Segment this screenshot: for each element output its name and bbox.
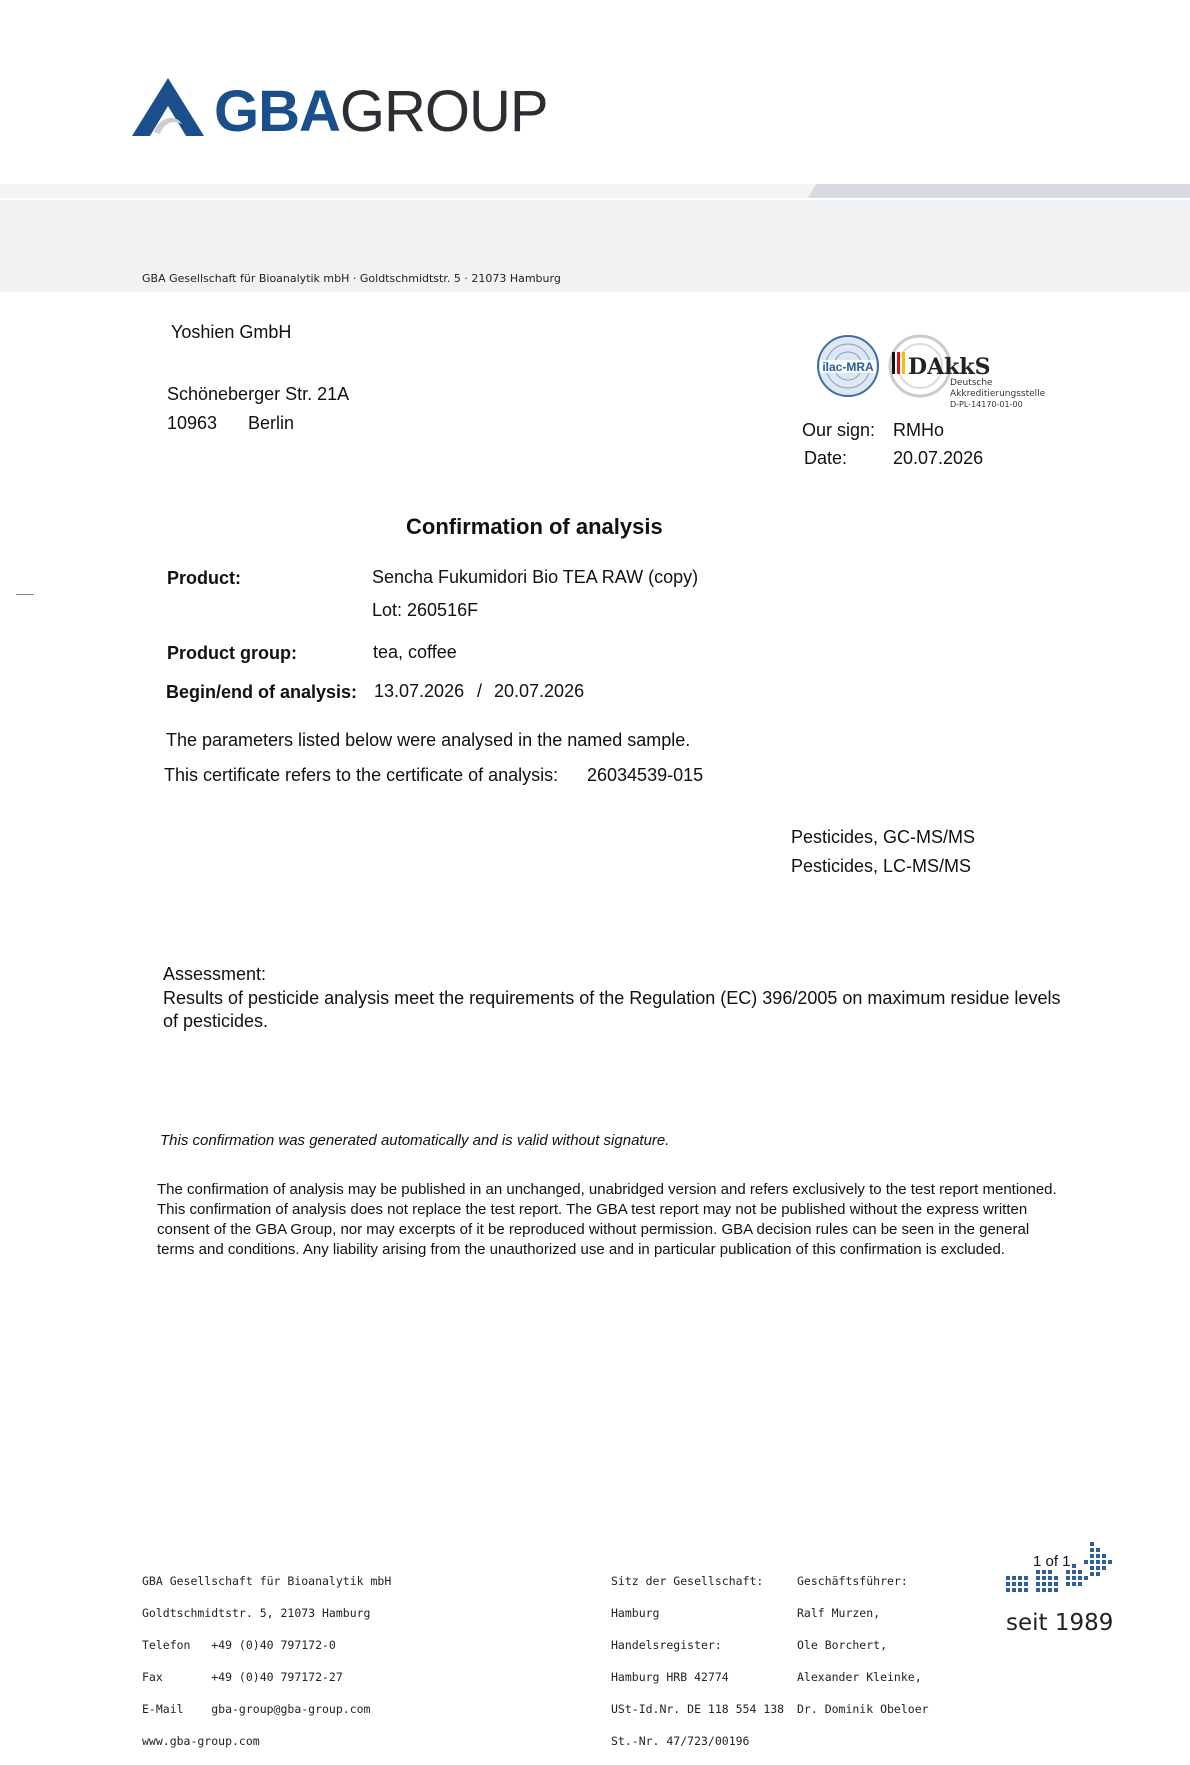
footer-management-info (797, 1557, 929, 1733)
date-value: 20.07.2026 (893, 448, 984, 468)
date-label: Date: (804, 448, 848, 468)
ilac-label: ilac-MRA (822, 360, 874, 374)
footer-line: Ole Borchert, (797, 1638, 888, 1652)
legal-disclaimer: The confirmation of analysis may be published in an unchanged, unabridged version and refers exclusively to the test report mentioned. This confirmation of analysis does not replace the test report. The GBA test report may not be published without the express written consent of the GBA Group, nor may excerpts of it be reproduced without permission. GBA decision rules can be seen in the general terms and conditions. Any liability arising from the unauthorized use and in particular publication of this confirmation is excluded. (157, 1181, 1057, 1258)
footer-line: USt-Id.Nr. DE 118 554 138 (611, 1702, 785, 1716)
sign-label: Our sign: (802, 420, 876, 440)
footer-line: E-Mail gba-group@gba-group.com (142, 1702, 371, 1716)
logo-text-bold: GBA (214, 79, 340, 144)
gba-logo-mark (130, 76, 206, 138)
footer-line: www.gba-group.com (142, 1734, 260, 1748)
dakks-line1: Deutsche (950, 378, 993, 388)
sender-line: GBA Gesellschaft für Bioanalytik mbH · Goldtschmidtstr. 5 · 21073 Hamburg (142, 272, 561, 285)
since-1989-text: seit 1989 (1006, 1610, 1114, 1636)
ilac-mra-icon (816, 334, 880, 398)
assessment-label: Assessment: (163, 964, 267, 984)
recipient-street: Schöneberger Str. 21A (167, 384, 350, 404)
footer-company-info (142, 1557, 391, 1765)
logo-wordmark (214, 79, 548, 144)
footer-line: Telefon +49 (0)40 797172-0 (142, 1638, 336, 1652)
parameter-item: Pesticides, GC-MS/MS (791, 827, 976, 847)
footer-line: Goldtschmidtstr. 5, 21073 Hamburg (142, 1606, 371, 1620)
analysis-period-label: Begin/end of analysis: (166, 682, 358, 702)
analysis-separator: / (477, 681, 483, 701)
fold-mark (16, 594, 34, 595)
certificate-number: 26034539-015 (587, 765, 704, 785)
product-group-label: Product group: (167, 643, 297, 663)
assessment-line: of pesticides. (163, 1011, 269, 1031)
product-label: Product: (167, 568, 241, 588)
footer-line: GBA Gesellschaft für Bioanalytik mbH (142, 1574, 392, 1588)
parameters-text: The parameters listed below were analysed in the named sample. (166, 730, 691, 750)
logo-text-light: GROUP (339, 79, 548, 144)
analysis-end: 20.07.2026 (494, 681, 585, 701)
footer-line: St.-Nr. 47/723/00196 (611, 1734, 750, 1748)
lot-number: Lot: 260516F (372, 600, 479, 620)
analysis-begin: 13.07.2026 (374, 681, 465, 701)
recipient-city: Berlin (248, 413, 295, 433)
footer-line: Dr. Dominik Obeloer (797, 1702, 929, 1716)
recipient-postcode: 10963 (167, 413, 218, 433)
footer-line: Fax +49 (0)40 797172-27 (142, 1670, 343, 1684)
anniversary-dots-icon (1004, 1540, 1112, 1600)
footer-line: Alexander Kleinke, (797, 1670, 922, 1684)
product-value: Sencha Fukumidori Bio TEA RAW (copy) (372, 567, 699, 587)
footer-line: Sitz der Gesellschaft: (611, 1574, 764, 1588)
assessment-line: Results of pesticide analysis meet the requirements of the Regulation (EC) 396/2005 on maximum residue levels (163, 988, 1061, 1008)
footer-line: Hamburg HRB 42774 (611, 1670, 729, 1684)
footer-line: Ralf Murzen, (797, 1606, 881, 1620)
header-accent-stripe (808, 184, 1190, 198)
certificate-text: This certificate refers to the certificate of analysis: (164, 765, 559, 785)
auto-generated-note: This confirmation was generated automatically and is valid without signature. (160, 1132, 670, 1149)
page-indicator: 1 of 1 (1033, 1553, 1071, 1570)
product-group-value: tea, coffee (373, 642, 457, 662)
sign-value: RMHo (893, 420, 945, 440)
footer-line: Geschäftsführer: (797, 1574, 908, 1588)
footer-line: Hamburg (611, 1606, 660, 1620)
dakks-line2: Akkreditierungsstelle (950, 389, 1046, 399)
dakks-label: DAkkS (908, 354, 991, 380)
recipient-company: Yoshien GmbH (171, 322, 292, 342)
footer-line: Handelsregister: (611, 1638, 722, 1652)
document-title: Confirmation of analysis (406, 514, 663, 539)
parameter-item: Pesticides, LC-MS/MS (791, 856, 972, 876)
footer-registry-info (611, 1557, 784, 1765)
dakks-id: D-PL-14170-01-00 (950, 400, 1023, 409)
